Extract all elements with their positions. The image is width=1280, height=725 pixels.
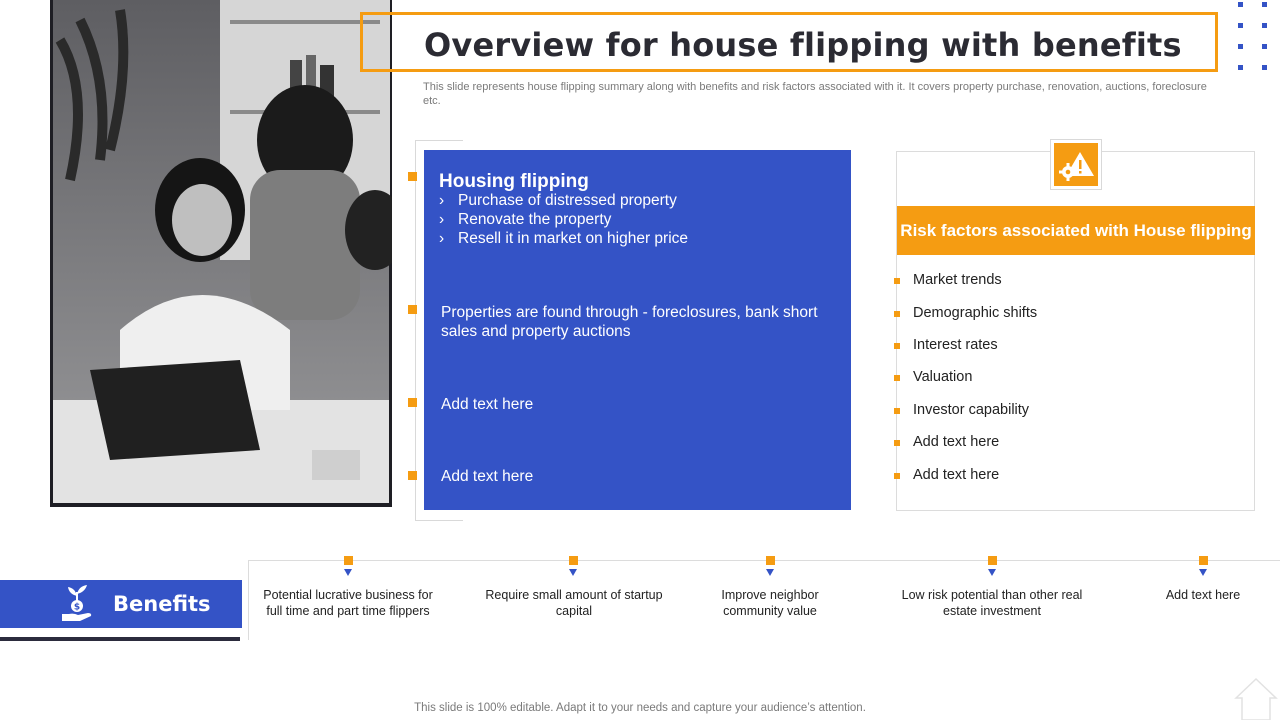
chevron-right-icon: › [439, 211, 445, 228]
risk-factors-header: Risk factors associated with House flipping [897, 206, 1255, 255]
benefits-label: Benefits [113, 592, 211, 616]
housing-bullet-text: Purchase of distressed property [458, 192, 677, 209]
risk-item: Interest rates [913, 337, 998, 353]
decor-dot [1238, 44, 1243, 49]
footer-note: This slide is 100% editable. Adapt it to your needs and capture your audience’s attention. [414, 702, 866, 714]
page-title: Overview for house flipping with benefits [424, 26, 1182, 64]
timeline-marker [408, 172, 417, 181]
decor-dot [1262, 65, 1267, 70]
warning-gears-icon [1054, 143, 1098, 186]
housing-paragraph: Add text here [441, 396, 534, 413]
risk-bullet-marker [894, 278, 900, 284]
home-icon[interactable] [1232, 676, 1280, 720]
benefit-item: Add text here [1165, 588, 1241, 602]
chevron-right-icon: › [439, 192, 445, 209]
risk-bullet-marker [894, 343, 900, 349]
money-plant-hand-icon [60, 584, 94, 624]
benefit-marker [344, 556, 353, 565]
benefit-arrow-icon [569, 569, 577, 576]
risk-bullet-marker [894, 408, 900, 414]
housing-bullet [439, 230, 688, 248]
decor-dot [1238, 23, 1243, 28]
risk-bullet-marker [894, 311, 900, 317]
decor-dot [1238, 65, 1243, 70]
risk-bullet-marker [894, 473, 900, 479]
benefit-item: Require small amount of startup capital [485, 588, 663, 618]
risk-item: Market trends [913, 272, 1002, 288]
decor-dot [1262, 23, 1267, 28]
risk-bullet-marker [894, 375, 900, 381]
risk-bullet-marker [894, 440, 900, 446]
benefits-underline [0, 637, 240, 641]
risk-item: Valuation [913, 369, 973, 385]
benefit-item: Potential lucrative business for full time and part time flippers [263, 588, 433, 618]
benefit-item: Low risk potential than other real estate investment [901, 588, 1083, 618]
benefit-marker [1199, 556, 1208, 565]
housing-flipping-title: Housing flipping [439, 171, 589, 192]
benefit-arrow-icon [988, 569, 996, 576]
risk-item: Demographic shifts [913, 305, 1038, 321]
housing-bullet [439, 211, 611, 229]
svg-text:$: $ [73, 602, 81, 613]
risk-item: Add text here [913, 434, 1000, 450]
housing-paragraph: Add text here [441, 468, 534, 485]
timeline-marker [408, 305, 417, 314]
housing-paragraph: Properties are found through - foreclosures, bank short sales and property auctions [441, 304, 818, 340]
benefit-arrow-icon [1199, 569, 1207, 576]
benefit-arrow-icon [766, 569, 774, 576]
decor-dot [1238, 2, 1243, 7]
risk-factors-card [896, 151, 1255, 511]
risk-item: Add text here [913, 467, 1000, 483]
housing-bullet [439, 192, 677, 210]
decor-dot [1262, 2, 1267, 7]
risk-item: Investor capability [913, 402, 1030, 418]
benefit-marker [988, 556, 997, 565]
benefit-marker [766, 556, 775, 565]
page-subtitle: This slide represents house flipping summary along with benefits and risk factors associated with it. It covers property purchase, renovation, auctions, foreclosure etc. [423, 81, 1207, 107]
chevron-right-icon: › [439, 230, 445, 247]
decor-dot [1262, 44, 1267, 49]
housing-bullet-text: Resell it in market on higher price [458, 230, 689, 247]
team-photo [50, 0, 392, 507]
timeline-marker [408, 398, 417, 407]
timeline-marker [408, 471, 417, 480]
benefit-marker [569, 556, 578, 565]
benefit-item: Improve neighbor community value [721, 588, 819, 618]
benefit-arrow-icon [344, 569, 352, 576]
housing-bullet-text: Renovate the property [458, 211, 612, 228]
